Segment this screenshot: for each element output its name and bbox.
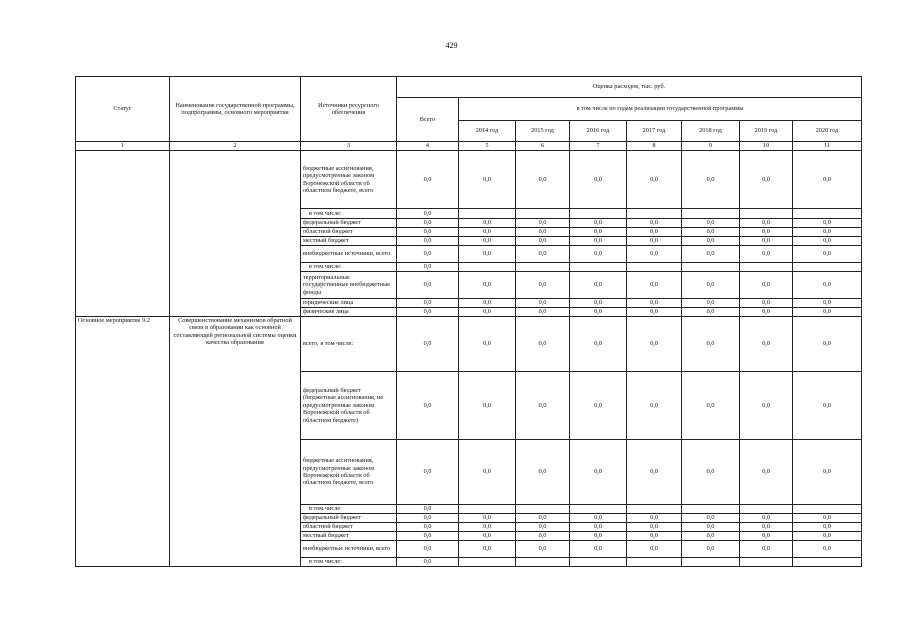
row-year-value: 0,0	[516, 317, 570, 372]
row-year-value: 0,0	[516, 151, 570, 209]
row-total-value: 0,0	[397, 505, 459, 514]
row-year-value: 0,0	[516, 532, 570, 541]
row-year-value: 0,0	[740, 299, 793, 308]
row-year-value: 0,0	[740, 514, 793, 523]
row-year-value: 0,0	[459, 440, 516, 505]
row-year-value: 0,0	[627, 372, 682, 440]
row-year-value: 0,0	[627, 151, 682, 209]
row-year-value: 0,0	[459, 372, 516, 440]
row-year-value: 0,0	[516, 228, 570, 237]
table-row	[76, 151, 862, 209]
row-year-value: 0,0	[516, 237, 570, 246]
row-year-value	[682, 505, 740, 514]
row-year-value: 0,0	[516, 372, 570, 440]
row-source: федеральный бюджет	[301, 219, 397, 228]
row-year-value: 0,0	[793, 228, 862, 237]
column-number: 3	[301, 142, 397, 151]
row-year-value: 0,0	[516, 541, 570, 558]
row-year-value: 0,0	[740, 308, 793, 317]
row-year-value: 0,0	[682, 246, 740, 263]
row-year-value: 0,0	[459, 523, 516, 532]
row-year-value: 0,0	[459, 532, 516, 541]
row-source: в том числе:	[301, 505, 397, 514]
row-year-value: 0,0	[570, 317, 627, 372]
row-year-value: 0,0	[516, 440, 570, 505]
row-year-value: 0,0	[570, 440, 627, 505]
row-year-value	[793, 263, 862, 272]
row-year-value	[459, 558, 516, 567]
header-sources: Источники ресурсного обеспечения	[301, 77, 397, 142]
header-estimate: Оценка расходов, тыс. руб.	[397, 77, 862, 98]
row-year-value: 0,0	[682, 514, 740, 523]
row-year-value	[459, 263, 516, 272]
row-year-value	[627, 263, 682, 272]
header-year: 2016 год	[570, 121, 627, 142]
column-number: 10	[740, 142, 793, 151]
row-total-value: 0,0	[397, 514, 459, 523]
row-year-value: 0,0	[627, 228, 682, 237]
row-status: Основное мероприятие 9.2	[76, 317, 170, 567]
row-year-value	[740, 209, 793, 219]
row-source: бюджетные ассигнования, предусмотренные законом Воронежской области об областном бюджете, всего	[301, 440, 397, 505]
row-year-value: 0,0	[627, 532, 682, 541]
row-source: в том числе:	[301, 558, 397, 567]
row-year-value: 0,0	[793, 272, 862, 299]
row-year-value: 0,0	[627, 219, 682, 228]
row-year-value: 0,0	[459, 246, 516, 263]
row-year-value: 0,0	[740, 237, 793, 246]
row-year-value: 0,0	[627, 272, 682, 299]
row-year-value: 0,0	[627, 514, 682, 523]
row-year-value: 0,0	[627, 246, 682, 263]
row-total-value: 0,0	[397, 317, 459, 372]
row-year-value: 0,0	[459, 219, 516, 228]
row-year-value: 0,0	[740, 219, 793, 228]
row-year-value: 0,0	[516, 219, 570, 228]
row-year-value: 0,0	[682, 272, 740, 299]
row-total-value: 0,0	[397, 299, 459, 308]
row-year-value: 0,0	[570, 514, 627, 523]
row-year-value: 0,0	[516, 246, 570, 263]
column-number: 8	[627, 142, 682, 151]
row-source: местный бюджет	[301, 532, 397, 541]
row-year-value: 0,0	[627, 440, 682, 505]
row-source: в том числе:	[301, 263, 397, 272]
row-year-value: 0,0	[793, 308, 862, 317]
row-year-value: 0,0	[740, 532, 793, 541]
row-year-value	[570, 209, 627, 219]
row-total-value: 0,0	[397, 219, 459, 228]
row-year-value	[793, 209, 862, 219]
row-year-value: 0,0	[516, 299, 570, 308]
row-year-value: 0,0	[516, 514, 570, 523]
row-year-value	[682, 209, 740, 219]
row-year-value	[459, 505, 516, 514]
column-number: 2	[170, 142, 301, 151]
column-number: 1	[76, 142, 170, 151]
row-year-value: 0,0	[459, 317, 516, 372]
row-year-value: 0,0	[682, 532, 740, 541]
row-total-value: 0,0	[397, 246, 459, 263]
column-number: 9	[682, 142, 740, 151]
row-total-value: 0,0	[397, 228, 459, 237]
row-total-value: 0,0	[397, 558, 459, 567]
row-year-value: 0,0	[516, 308, 570, 317]
column-number: 6	[516, 142, 570, 151]
row-year-value: 0,0	[682, 299, 740, 308]
row-year-value	[459, 209, 516, 219]
row-year-value: 0,0	[740, 523, 793, 532]
row-total-value: 0,0	[397, 440, 459, 505]
row-year-value: 0,0	[793, 532, 862, 541]
row-year-value: 0,0	[516, 272, 570, 299]
row-year-value: 0,0	[627, 523, 682, 532]
row-year-value: 0,0	[740, 317, 793, 372]
row-year-value: 0,0	[793, 541, 862, 558]
header-total: Всего	[397, 98, 459, 142]
row-year-value: 0,0	[459, 514, 516, 523]
row-total-value: 0,0	[397, 532, 459, 541]
row-year-value: 0,0	[740, 151, 793, 209]
row-status	[76, 151, 170, 317]
row-year-value: 0,0	[793, 440, 862, 505]
row-year-value	[516, 209, 570, 219]
row-year-value: 0,0	[740, 541, 793, 558]
row-year-value: 0,0	[570, 532, 627, 541]
row-year-value	[793, 558, 862, 567]
row-year-value	[570, 505, 627, 514]
row-year-value: 0,0	[459, 237, 516, 246]
row-year-value: 0,0	[793, 523, 862, 532]
row-year-value	[740, 558, 793, 567]
row-year-value	[627, 558, 682, 567]
row-year-value	[570, 558, 627, 567]
row-source: физические лица	[301, 308, 397, 317]
row-year-value: 0,0	[570, 219, 627, 228]
row-year-value: 0,0	[793, 299, 862, 308]
row-year-value: 0,0	[570, 523, 627, 532]
row-source: юридические лица	[301, 299, 397, 308]
row-year-value: 0,0	[682, 523, 740, 532]
row-source: областной бюджет	[301, 228, 397, 237]
row-year-value: 0,0	[516, 523, 570, 532]
row-year-value: 0,0	[570, 237, 627, 246]
header-year: 2018 год	[682, 121, 740, 142]
row-year-value	[516, 263, 570, 272]
row-total-value: 0,0	[397, 209, 459, 219]
row-year-value: 0,0	[793, 246, 862, 263]
row-year-value: 0,0	[740, 246, 793, 263]
row-year-value: 0,0	[740, 228, 793, 237]
row-source: федеральный бюджет	[301, 514, 397, 523]
row-year-value: 0,0	[793, 317, 862, 372]
row-year-value: 0,0	[459, 272, 516, 299]
row-source: бюджетные ассигнования, предусмотренные законом Воронежской области об областном бюджете, всего	[301, 151, 397, 209]
row-year-value	[627, 209, 682, 219]
row-year-value	[740, 263, 793, 272]
row-year-value: 0,0	[459, 228, 516, 237]
row-source: областной бюджет	[301, 523, 397, 532]
column-number: 7	[570, 142, 627, 151]
row-year-value: 0,0	[682, 308, 740, 317]
row-year-value: 0,0	[627, 317, 682, 372]
row-year-value: 0,0	[793, 514, 862, 523]
row-source: внебюджетные источники, всего	[301, 246, 397, 263]
row-year-value	[793, 505, 862, 514]
row-program-name	[170, 151, 301, 317]
row-year-value: 0,0	[740, 440, 793, 505]
row-year-value: 0,0	[570, 246, 627, 263]
table-body	[76, 151, 862, 567]
row-total-value: 0,0	[397, 372, 459, 440]
row-year-value: 0,0	[570, 299, 627, 308]
row-total-value: 0,0	[397, 308, 459, 317]
row-year-value: 0,0	[459, 299, 516, 308]
header-name: Наименование государственной программы, подпрограммы, основного мероприятия	[170, 77, 301, 142]
row-year-value: 0,0	[793, 372, 862, 440]
row-total-value: 0,0	[397, 523, 459, 532]
row-year-value: 0,0	[459, 151, 516, 209]
row-year-value: 0,0	[570, 151, 627, 209]
row-total-value: 0,0	[397, 541, 459, 558]
page-number: 429	[445, 41, 458, 50]
row-year-value	[682, 263, 740, 272]
row-year-value: 0,0	[793, 237, 862, 246]
row-source: в том числе:	[301, 209, 397, 219]
row-year-value: 0,0	[459, 541, 516, 558]
row-total-value: 0,0	[397, 272, 459, 299]
budget-table	[75, 76, 862, 567]
row-year-value: 0,0	[793, 151, 862, 209]
row-total-value: 0,0	[397, 263, 459, 272]
row-year-value: 0,0	[570, 272, 627, 299]
row-year-value: 0,0	[682, 372, 740, 440]
column-number: 11	[793, 142, 862, 151]
row-source: местный бюджет	[301, 237, 397, 246]
row-source: территориальные государственные внебюджетные фонды	[301, 272, 397, 299]
header-year: 2017 год	[627, 121, 682, 142]
row-year-value	[627, 505, 682, 514]
row-year-value	[516, 505, 570, 514]
header-year: 2015 год	[516, 121, 570, 142]
row-year-value	[516, 558, 570, 567]
header-by-years: в том числе по годам реализации государственной программы	[459, 98, 862, 121]
table-row	[76, 317, 862, 372]
column-numbers-row	[76, 142, 862, 151]
row-year-value: 0,0	[570, 308, 627, 317]
row-year-value: 0,0	[627, 237, 682, 246]
row-year-value: 0,0	[627, 308, 682, 317]
header-year: 2019 год	[740, 121, 793, 142]
header-status: Статус	[76, 77, 170, 142]
column-number: 4	[397, 142, 459, 151]
row-year-value	[682, 558, 740, 567]
row-year-value: 0,0	[627, 541, 682, 558]
row-year-value: 0,0	[682, 228, 740, 237]
row-year-value: 0,0	[740, 272, 793, 299]
row-year-value: 0,0	[682, 440, 740, 505]
header-year: 2020 год	[793, 121, 862, 142]
row-year-value	[740, 505, 793, 514]
row-year-value: 0,0	[682, 541, 740, 558]
row-year-value: 0,0	[570, 228, 627, 237]
row-year-value: 0,0	[682, 237, 740, 246]
row-year-value: 0,0	[682, 151, 740, 209]
row-year-value: 0,0	[793, 219, 862, 228]
row-year-value	[570, 263, 627, 272]
row-year-value: 0,0	[570, 541, 627, 558]
row-source: внебюджетные источники, всего	[301, 541, 397, 558]
row-year-value: 0,0	[570, 372, 627, 440]
row-year-value: 0,0	[740, 372, 793, 440]
row-year-value: 0,0	[682, 219, 740, 228]
row-total-value: 0,0	[397, 237, 459, 246]
column-number: 5	[459, 142, 516, 151]
row-total-value: 0,0	[397, 151, 459, 209]
row-source: всего, в том числе:	[301, 317, 397, 372]
row-year-value: 0,0	[682, 317, 740, 372]
header-year: 2014 год	[459, 121, 516, 142]
row-year-value: 0,0	[459, 308, 516, 317]
row-year-value: 0,0	[627, 299, 682, 308]
row-source: федеральный бюджет (бюджетные ассигнования, не предусмотренные законом Воронежской области об областном бюджете)	[301, 372, 397, 440]
row-program-name: Совершенствование механизмов обратной связи в образовании как основной составляющей региональной системы оценки качества образования	[170, 317, 301, 567]
